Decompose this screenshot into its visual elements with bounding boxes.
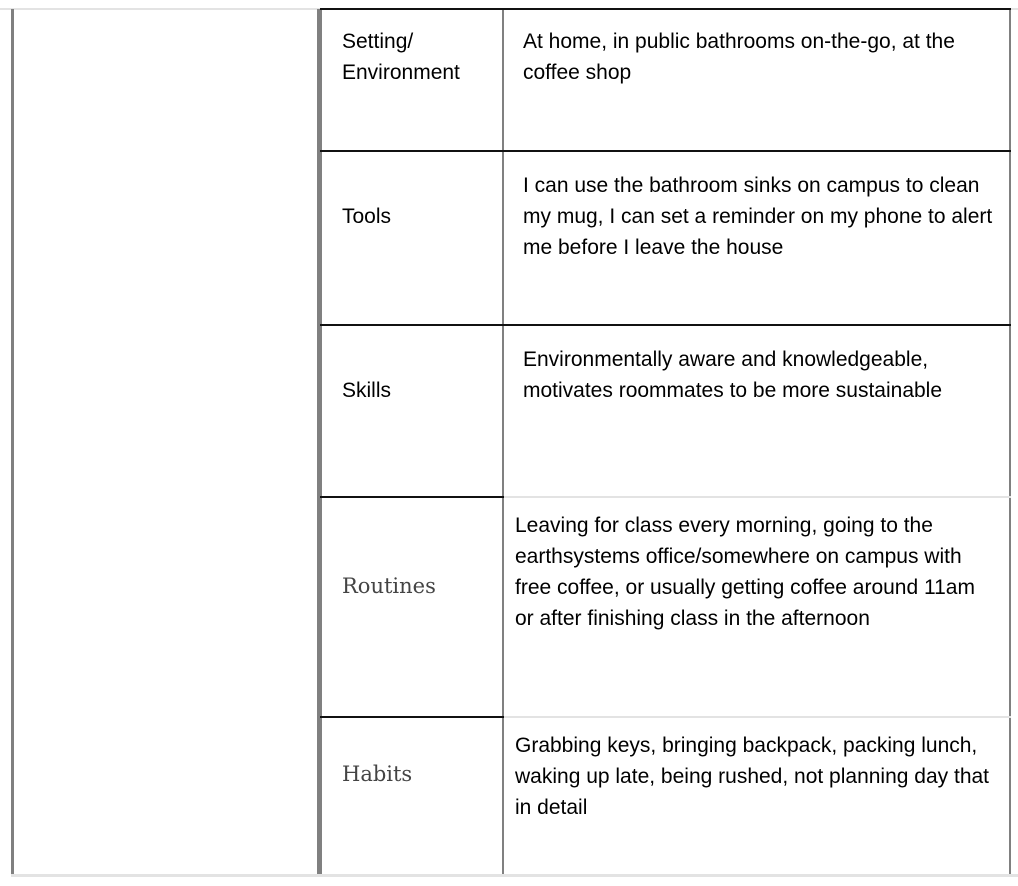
row-label-cell xyxy=(320,718,504,874)
bottom-divider xyxy=(11,874,1018,877)
label-line: Environment xyxy=(342,61,460,84)
empty-left-cell xyxy=(11,9,320,874)
table-row xyxy=(320,326,1011,497)
table-row xyxy=(320,498,1011,717)
row-value: At home, in public bathrooms on-the-go, at the coffee shop xyxy=(523,30,955,84)
row-value: Environmentally aware and knowledgeable, motivates roommates to be more sustainable xyxy=(523,348,943,402)
table-row xyxy=(320,10,1011,151)
row-value-cell xyxy=(504,10,1011,151)
row-value-cell xyxy=(504,718,1011,874)
row-value: Grabbing keys, bringing backpack, packing lunch, waking up late, being rushed, not planning day that in detail xyxy=(515,734,990,819)
row-label-cell xyxy=(320,10,504,151)
table-row xyxy=(320,152,1011,324)
row-value: Leaving for class every morning, going to the earthsystems office/somewhere on campus with free coffee, or usually getting coffee around 11am or after finishing class in the afternoon xyxy=(515,514,975,630)
row-value-cell xyxy=(504,152,1011,324)
row-label: Routines xyxy=(342,574,436,598)
row-label: Skills xyxy=(342,379,392,402)
label-line: Setting/ xyxy=(342,30,414,53)
row-label: Tools xyxy=(342,205,392,228)
table-row xyxy=(320,718,1011,874)
row-label: Habits xyxy=(342,762,413,786)
row-value: I can use the bathroom sinks on campus to clean my mug, I can set a reminder on my phone to alert me before I leave the house xyxy=(523,174,993,259)
row-value-cell xyxy=(504,326,1011,497)
row-label xyxy=(342,26,460,88)
row-label-cell xyxy=(320,326,504,497)
row-label-cell xyxy=(320,498,504,717)
row-value-cell xyxy=(504,498,1011,717)
row-label-cell xyxy=(320,152,504,324)
